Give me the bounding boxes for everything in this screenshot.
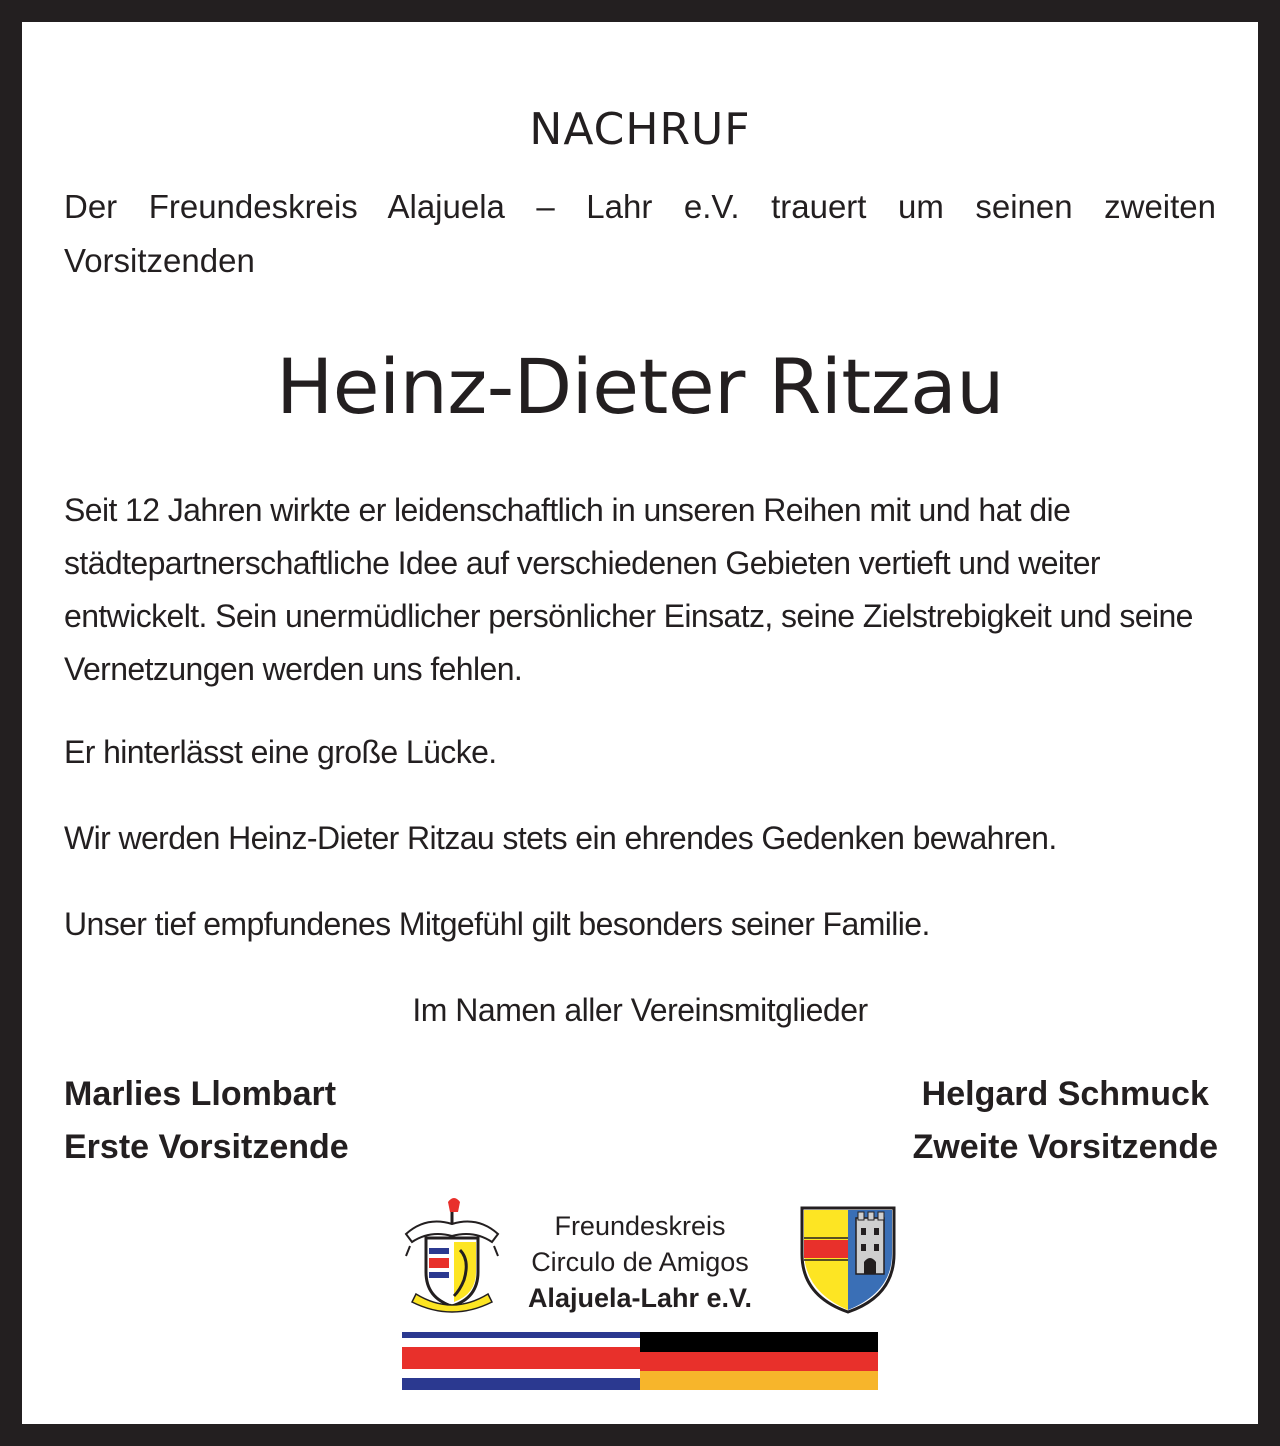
paragraph-remembrance: Wir werden Heinz-Dieter Ritzau stets ein ehrendes Gedenken bewahren. bbox=[64, 820, 1057, 856]
germany-flag bbox=[640, 1332, 878, 1390]
signatory-name: Marlies Llombart bbox=[64, 1075, 337, 1113]
signatory-left bbox=[64, 1068, 349, 1174]
closing-line: Im Namen aller Vereinsmitglieder bbox=[412, 992, 868, 1028]
signatory-role: Zweite Vorsitzende bbox=[912, 1128, 1218, 1166]
intro-text: Der Freundeskreis Alajuela – Lahr e.V. trauert um seinen zweiten Vorsitzenden bbox=[64, 188, 1216, 279]
logo-line-1: Freundeskreis bbox=[554, 1211, 726, 1241]
notice-heading: NACHRUF bbox=[529, 104, 751, 155]
club-logo bbox=[402, 1190, 878, 1390]
logo-line-2: Circulo de Amigos bbox=[531, 1247, 749, 1277]
paragraph-tribute: Seit 12 Jahren wirkte er leidenschaftlich in unseren Reihen mit und hat die städtepartnerschaftliche Idee auf verschiedenen Gebieten vertieft und weiter entwickelt. Sein unermüdlicher persönlicher Einsatz, seine Zielstrebigkeit und seine Vernetzungen werden uns fehlen. bbox=[64, 492, 1193, 687]
signatory-right bbox=[913, 1068, 1218, 1174]
signatory-role: Erste Vorsitzende bbox=[64, 1128, 349, 1166]
obituary-notice bbox=[22, 22, 1258, 1424]
paragraph-loss: Er hinterlässt eine große Lücke. bbox=[64, 734, 497, 770]
costa-rica-flag bbox=[402, 1332, 640, 1390]
paragraph-condolence: Unser tief empfundenes Mitgefühl gilt besonders seiner Familie. bbox=[64, 906, 930, 942]
alajuela-coat-of-arms-icon bbox=[402, 1194, 502, 1314]
lahr-coat-of-arms-icon bbox=[798, 1204, 898, 1316]
logo-line-3: Alajuela-Lahr e.V. bbox=[527, 1283, 753, 1313]
logo-text bbox=[502, 1208, 778, 1316]
deceased-name: Heinz-Dieter Ritzau bbox=[276, 342, 1004, 431]
signatory-name: Helgard Schmuck bbox=[921, 1075, 1209, 1113]
